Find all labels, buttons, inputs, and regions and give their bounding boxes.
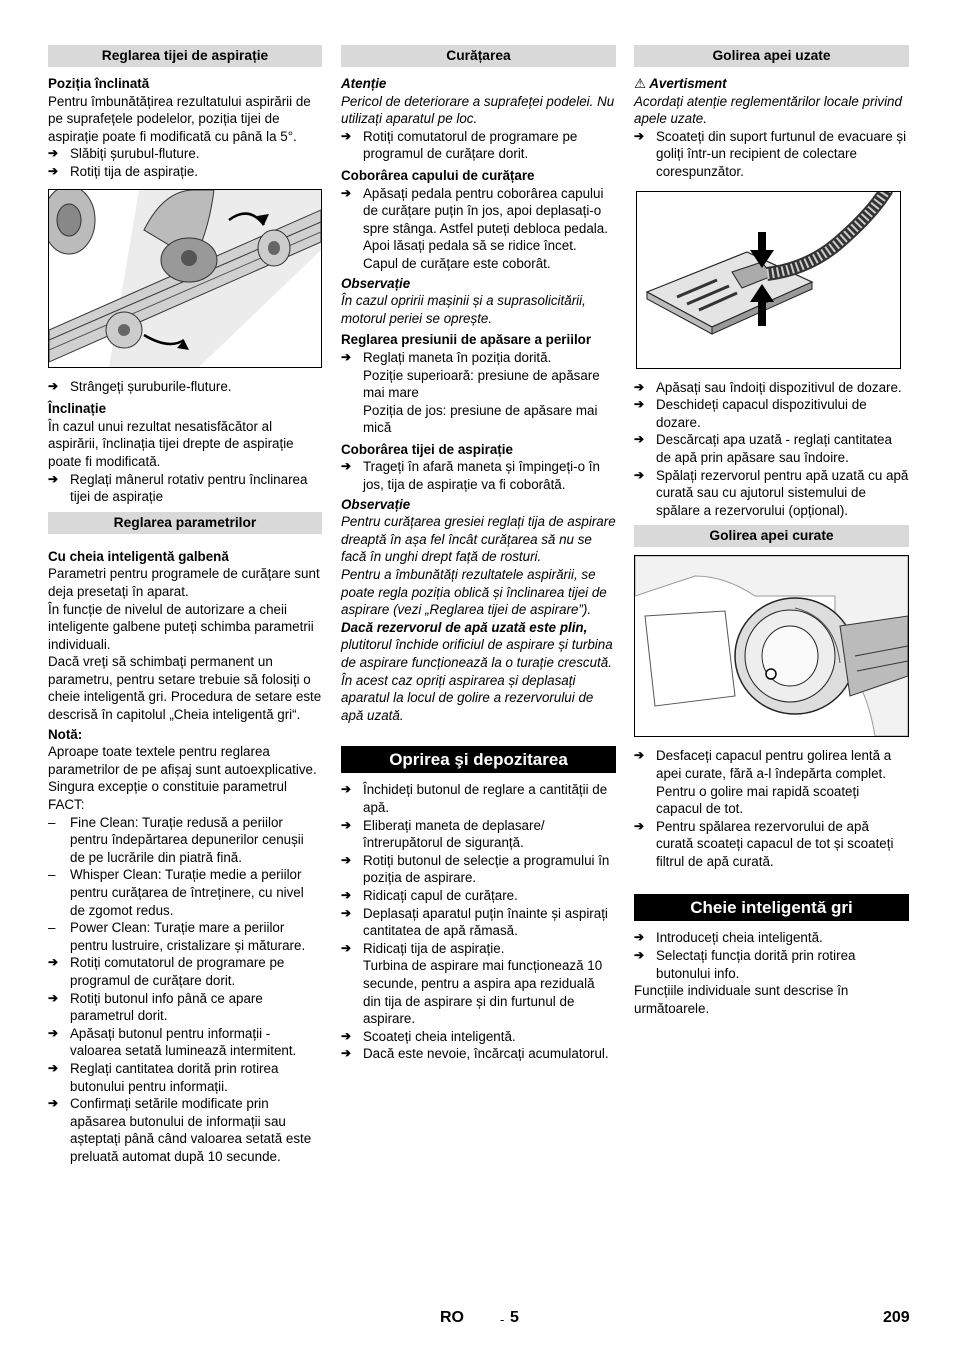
list-item: ➔ Descărcați apa uzată - reglați cantitatea de apă prin apăsare sau îndoire.: [634, 431, 909, 466]
warning-label: Avertisment: [649, 76, 727, 91]
list-item: ➔ Scoateți cheia inteligentă.: [341, 1028, 616, 1046]
paragraph: Funcțiile individuale sunt descrise în următoarele.: [634, 983, 849, 1016]
paragraph: Acordați atenție reglementărilor locale privind apele uzate.: [634, 93, 902, 127]
list-item: ➔ Spălați rezervorul pentru apă uzată cu apă curată sau cu ajutorul sistemului de spălare a rezervorului (opțional).: [634, 467, 909, 520]
paragraph: Aproape toate textele pentru reglarea parametrilor de pe afișaj sunt autoexplicative. Singura excepție o constituie parametrul FACT:: [48, 744, 317, 813]
figure-suction-bar: [48, 189, 322, 368]
list-item: ➔ Confirmați setările modificate prin apăsarea butonului de informații sau așteptați până când valoarea setată este preluată automat după 10 secunde.: [48, 1095, 322, 1165]
paragraph: Pentru a îmbunătăți rezultatele aspirării, se poate regla poziția oblică și înclinarea tijei de aspirare (vezi „Reglarea tijei de aspirare”).: [341, 567, 607, 618]
chapter-title: Oprirea şi depozitarea: [341, 746, 616, 773]
column-3: [634, 45, 909, 1017]
subheading: Coborârea capului de curățare: [341, 167, 535, 183]
warning-icon: ⚠: [634, 76, 647, 91]
list-item: ➔ Apăsați butonul pentru informații - valoarea setată luminează intermitent.: [48, 1025, 322, 1060]
subheading: Atenție: [341, 76, 387, 91]
list-item: ➔ Ridicați capul de curățare.: [341, 887, 616, 905]
dash-item: – Whisper Clean: Turație medie a periilor pentru curățarea de întreținere, cu nivel de zgomot redus.: [48, 866, 322, 919]
section-header: Golirea apei curate: [634, 525, 909, 547]
paragraph: [341, 619, 616, 725]
list-item: ➔ Dacă este nevoie, încărcați acumulatorul.: [341, 1045, 616, 1063]
list-item: ➔ Slăbiți șurubul-fluture.: [48, 145, 322, 163]
indented-text: Poziție superioară: presiune de apăsare mai mare: [363, 367, 600, 401]
list-item: ➔ Rotiți comutatorul de programare pe programul de curățare dorit.: [341, 128, 616, 163]
subheading: Observație: [341, 496, 411, 512]
list-item: ➔ Apăsați pedala pentru coborârea capului de curățare puțin în jos, apoi deplasați-o spre stânga. Astfel puteți debloca pedala. Apoi lăsați pedala să se ridice încet.: [341, 185, 616, 255]
subheading: Reglarea presiunii de apăsare a periilor: [341, 332, 592, 348]
list-item: ➔ Reglați mânerul rotativ pentru înclinarea tijei de aspirație: [48, 471, 322, 506]
subheading: Notă:: [48, 726, 83, 742]
list-item: ➔ Deschideți capacul dispozitivului de dozare.: [634, 396, 909, 431]
indented-text: Capul de curățare este coborât.: [363, 255, 551, 271]
footer-absolute-page: 209: [883, 1309, 910, 1326]
section-header: Reglarea tijei de aspirație: [48, 45, 322, 67]
paragraph: Pentru curățarea gresiei reglați tija de aspirare dreaptă în așa fel încât curățarea să nu se facă în unghi drept față de rosturi.: [341, 514, 616, 565]
paragraph-rest: plutitorul închide orificiul de aspirare și turbina de aspirare funcționează la o turație crescută. În acest caz opriți aspirarea și deplasați aparatul la locul de golire a rezervorului de apă uzată.: [341, 637, 613, 723]
dash-item: – Power Clean: Turație mare a periilor pentru lustruire, cristalizare și măturare.: [48, 919, 322, 954]
section-header: Reglarea parametrilor: [48, 512, 322, 534]
list-item: ➔ Trageți în afară maneta și împingeți-o în jos, tija de aspirație va fi coborâtă.: [341, 458, 616, 493]
footer-page-number: 5: [510, 1309, 519, 1326]
column-1: [48, 45, 322, 1166]
figure-waste-water-hose: [636, 191, 901, 369]
list-item: ➔ Ridicați tija de aspirație.: [341, 940, 616, 958]
list-item: ➔ Rotiți butonul info până ce apare parametrul dorit.: [48, 990, 322, 1025]
list-item: ➔ Introduceți cheia inteligentă.: [634, 929, 909, 947]
paragraph: Parametri pentru programele de curățare sunt deja presetați în aparat.: [48, 566, 320, 599]
list-item: ➔ Reglați cantitatea dorită prin rotirea butonului pentru informații.: [48, 1060, 322, 1095]
indented-text: Poziția de jos: presiune de apăsare mai mică: [363, 402, 598, 436]
indented-text: Turbina de aspirare mai funcționează 10 secunde, pentru a aspira apa reziduală din tija de aspirare și din furtunul de aspirare.: [363, 958, 603, 1027]
bold-lead: Dacă rezervorul de apă uzată este plin,: [341, 619, 588, 635]
figure-fresh-water-cap: [634, 555, 909, 737]
subheading: Coborârea tijei de aspirație: [341, 441, 513, 457]
list-item: ➔ Rotiți butonul de selecție a programului în poziția de aspirare.: [341, 852, 616, 887]
section-header: Golirea apei uzate: [634, 45, 909, 67]
paragraph: În cazul opririi mașinii și a suprasolicitării, motorul periei se oprește.: [341, 293, 586, 326]
paragraph: În cazul unui rezultat nesatisfăcător al aspirării, înclinația tijei drepte de aspirație poate fi modificată.: [48, 418, 294, 469]
indented-text: Pentru o golire mai rapidă scoateți capacul de tot.: [656, 783, 860, 817]
list-item: ➔ Scoateți din suport furtunul de evacuare și goliți într-un recipient de colectare corespunzător.: [634, 128, 909, 181]
subheading: Observație: [341, 275, 411, 291]
list-item: ➔ Reglați maneta în poziția dorită.: [341, 349, 616, 367]
paragraph: Dacă vreți să schimbați permanent un parametru, pentru setare trebuie să folosiți o cheie inteligentă gri. Procedura de setare este descrisă în capitolul „Cheia inteligentă gri“.: [48, 654, 322, 723]
chapter-title: Cheie inteligentă gri: [634, 894, 909, 921]
paragraph: Pericol de deteriorare a suprafeței podelei. Nu utilizați aparatul pe loc.: [341, 93, 615, 127]
paragraph: În funcție de nivelul de autorizare a cheii inteligente galbene puteți schimba parametrii individuali.: [48, 601, 314, 652]
subheading: Înclinație: [48, 401, 107, 417]
list-item: ➔ Rotiți comutatorul de programare pe programul de curățare dorit.: [48, 954, 322, 989]
column-2: [341, 45, 616, 1063]
list-item: ➔ Rotiți tija de aspirație.: [48, 163, 322, 181]
list-item: ➔ Deplasați aparatul puțin înainte și aspirați cantitatea de apă rămasă.: [341, 905, 616, 940]
subheading: Poziția înclinată: [48, 76, 150, 91]
subheading: Cu cheia inteligentă galbenă: [48, 548, 229, 564]
list-item: ➔ Selectați funcția dorită prin rotirea butonului info.: [634, 947, 909, 982]
list-item: ➔ Apăsați sau îndoiți dispozitivul de dozare.: [634, 379, 909, 397]
footer-language: RO: [440, 1309, 464, 1326]
footer-separator: -: [500, 1312, 505, 1327]
list-item: ➔ Desfaceți capacul pentru golirea lentă a apei curate, fără a-l îndepărta complet.: [634, 747, 909, 782]
list-item: ➔ Închideți butonul de reglare a cantității de apă.: [341, 781, 616, 816]
dash-item: – Fine Clean: Turație redusă a periilor pentru îndepărtarea depunerilor cenușii de pe lucrările din piatră fină.: [48, 814, 322, 867]
list-item: ➔ Pentru spălarea rezervorului de apă curată scoateți capacul de tot și scoateți filtrul de apă curată.: [634, 818, 909, 871]
list-item: ➔ Eliberați maneta de deplasare/întrerupătorul de siguranță.: [341, 817, 616, 852]
section-header: Curățarea: [341, 45, 616, 67]
paragraph: Pentru îmbunătățirea rezultatului aspirării de pe suprafețele podelelor, poziția tijei de aspirație poate fi modificată cu până la 5°.: [48, 93, 311, 144]
warning-heading: [634, 75, 909, 93]
list-item: ➔ Strângeți șuruburile-fluture.: [48, 378, 322, 396]
